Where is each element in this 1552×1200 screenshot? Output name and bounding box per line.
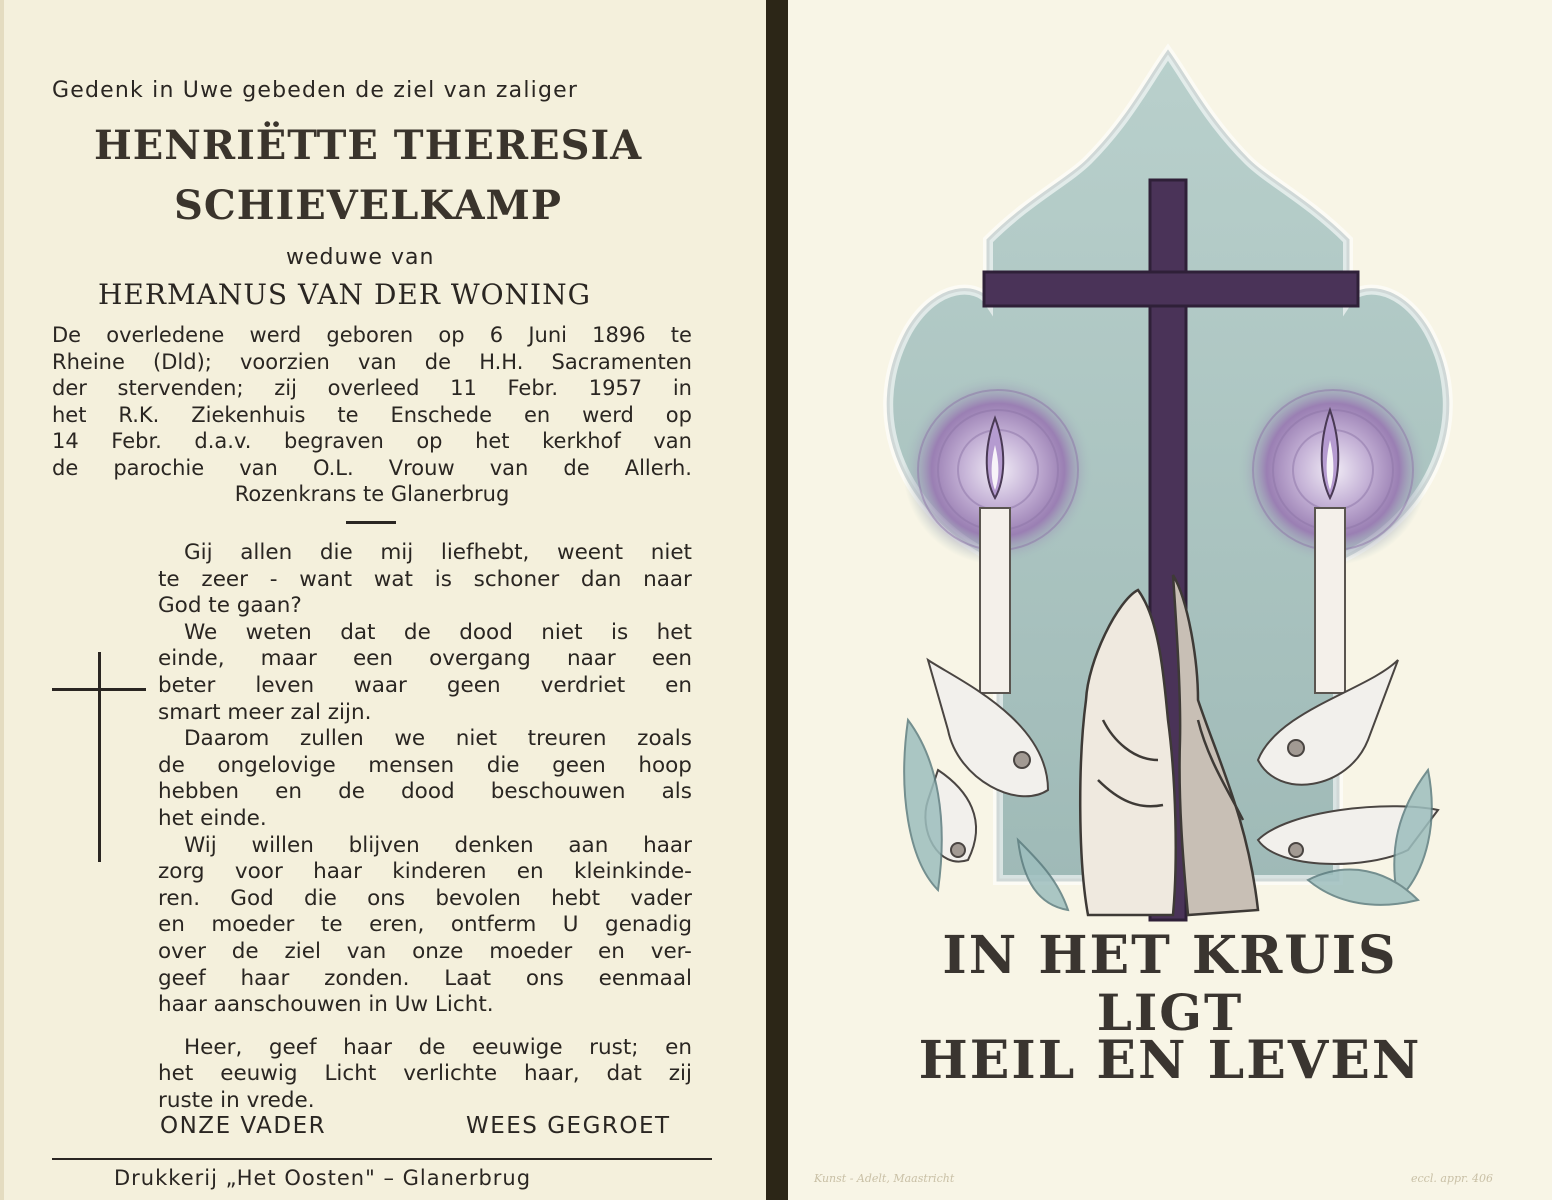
word: als xyxy=(661,779,692,805)
word: eeuwige xyxy=(472,1034,563,1060)
prayer-line xyxy=(158,620,692,647)
bio-line xyxy=(52,375,692,402)
cross-icon-vertical xyxy=(98,652,101,862)
word: haar, xyxy=(523,1061,580,1087)
prayer-line xyxy=(158,1088,692,1115)
word: ruste in vrede. xyxy=(158,1087,315,1113)
bio-line xyxy=(52,322,692,349)
prayer-line xyxy=(158,593,692,620)
prayer-line xyxy=(158,833,692,860)
word: dat xyxy=(340,619,376,645)
word: wat xyxy=(373,566,413,592)
word: R.K. xyxy=(118,402,160,427)
section-divider xyxy=(346,521,396,524)
word: eenmaal xyxy=(598,965,692,991)
word: bevolen xyxy=(435,885,521,911)
word: en xyxy=(665,672,692,698)
word: geen xyxy=(552,752,606,778)
bio-line xyxy=(52,402,692,429)
word: 14 xyxy=(52,429,79,453)
word: Rheine xyxy=(52,349,125,374)
word: overledene xyxy=(106,323,225,347)
word: allen xyxy=(240,540,293,565)
word: hebt xyxy=(551,885,601,911)
word: schoner xyxy=(473,566,560,592)
word: werd xyxy=(582,402,634,427)
word: van xyxy=(653,429,692,453)
word: de xyxy=(158,752,185,778)
word: Vrouw xyxy=(388,455,455,480)
word: het xyxy=(158,1061,194,1087)
word: en xyxy=(275,779,302,805)
word: kleinkinde- xyxy=(574,859,692,885)
widow-of-label: weduwe van xyxy=(286,245,435,270)
memorial-text-card xyxy=(4,0,766,1200)
word: mij xyxy=(380,540,414,565)
word: ons xyxy=(367,885,406,911)
word: van xyxy=(358,349,397,374)
ecclesiastical-approval: eccl. appr. 406 xyxy=(1411,1172,1494,1185)
word: vader xyxy=(630,885,692,911)
motto-line1: IN HET KRUIS xyxy=(942,925,1398,986)
word: over xyxy=(158,938,206,964)
word: de xyxy=(418,1034,446,1060)
word: parochie xyxy=(113,455,205,480)
word: God te gaan? xyxy=(158,593,302,619)
word: haar xyxy=(343,1034,392,1060)
prayer-line xyxy=(158,886,692,913)
word: ongelovige xyxy=(217,752,336,778)
prayer-line xyxy=(158,966,692,993)
word: is xyxy=(434,566,452,592)
word: zullen xyxy=(300,726,364,752)
word: willen xyxy=(251,832,314,858)
word: moeder xyxy=(211,912,295,938)
prayer-line xyxy=(158,646,692,673)
word: voor xyxy=(234,859,283,885)
prayer-line xyxy=(158,673,692,700)
word: op xyxy=(416,429,443,453)
word: haar xyxy=(240,965,290,991)
word: het xyxy=(475,429,510,453)
footer-divider xyxy=(52,1158,712,1160)
word: zorg xyxy=(158,859,205,885)
intro-line: Gedenk in Uwe gebeden de ziel van zaliger xyxy=(52,78,579,103)
word: die xyxy=(319,540,353,565)
word: de xyxy=(338,779,365,805)
prayer-text xyxy=(158,540,692,1114)
word: zij xyxy=(668,1061,692,1087)
prayer-line xyxy=(158,753,692,780)
word: is xyxy=(610,619,629,645)
word: H.H. xyxy=(479,349,524,374)
word: haar xyxy=(643,832,692,858)
word: de xyxy=(424,349,452,374)
deceased-name-line1: HENRIËTTE THERESIA xyxy=(94,122,643,169)
word: mensen xyxy=(368,752,455,778)
word: God xyxy=(230,885,274,911)
bio-line: Rozenkrans te Glanerbrug xyxy=(234,482,510,506)
prayer-line xyxy=(158,1035,692,1062)
prayer-line xyxy=(158,859,692,886)
word: op xyxy=(438,323,465,347)
printer-credit: Drukkerij „Het Oosten" – Glanerbrug xyxy=(114,1166,532,1190)
word: weten xyxy=(245,619,312,645)
word: Licht xyxy=(324,1061,377,1087)
word: Daarom xyxy=(184,726,270,752)
word: niet xyxy=(650,540,692,565)
word: einde, xyxy=(158,646,225,672)
word: dood xyxy=(459,619,513,645)
word: niet xyxy=(541,619,583,645)
word: - xyxy=(269,566,278,592)
motto-line2: LIGT xyxy=(1096,983,1244,1042)
word: weent xyxy=(556,540,624,565)
word: te xyxy=(670,323,692,347)
word: niet xyxy=(455,726,498,752)
word: We xyxy=(184,619,218,645)
word: hebben xyxy=(158,779,240,805)
word: die xyxy=(486,752,520,778)
word: eren, xyxy=(369,912,425,938)
word: geef xyxy=(158,965,206,991)
prayer-line xyxy=(158,939,692,966)
word: te xyxy=(158,566,180,592)
word: geef xyxy=(268,1034,317,1060)
cross-horizontal-beam xyxy=(984,272,1358,306)
word: kerkhof xyxy=(542,429,621,453)
word: beter xyxy=(158,672,216,698)
word: en xyxy=(523,402,551,427)
word: leven xyxy=(255,672,315,698)
word: O.L. xyxy=(312,455,354,480)
word: begraven xyxy=(284,429,384,453)
devotional-image-card xyxy=(788,0,1552,1200)
closing-prayer-left: ONZE VADER xyxy=(160,1113,327,1139)
word: haar aanschouwen in Uw Licht. xyxy=(158,992,494,1018)
prayer-line xyxy=(158,1061,692,1088)
prayer-line xyxy=(158,567,692,594)
word: zij xyxy=(274,376,297,400)
word: overleed xyxy=(327,376,420,400)
word: en xyxy=(516,859,544,885)
word: 1896 xyxy=(592,323,646,347)
word: zonden. xyxy=(324,965,410,991)
word: dat xyxy=(606,1061,642,1087)
word: ontferm xyxy=(450,912,537,938)
word: Laat xyxy=(444,965,492,991)
word: het xyxy=(52,402,87,427)
word: de xyxy=(52,455,79,480)
word: in xyxy=(672,376,692,400)
word: een xyxy=(651,646,692,672)
prayer-line xyxy=(158,779,692,806)
cross-icon-horizontal xyxy=(52,688,146,691)
word: te xyxy=(320,912,343,938)
word: naar xyxy=(643,566,692,592)
word: Heer, xyxy=(184,1034,243,1060)
word: haar xyxy=(313,859,362,885)
word: het einde. xyxy=(158,805,267,831)
word: blijven xyxy=(348,832,420,858)
word: moeder xyxy=(489,938,573,964)
word: Juni xyxy=(528,323,567,347)
prayer-line xyxy=(158,992,692,1019)
word: ziel xyxy=(284,938,321,964)
biography-paragraph xyxy=(52,322,692,508)
word: werd xyxy=(249,323,302,347)
word: smart meer zal zijn. xyxy=(158,699,372,725)
prayer-line xyxy=(158,726,692,753)
word: Allerh. xyxy=(624,455,692,480)
deceased-name-line2: SCHIEVELKAMP xyxy=(174,182,562,229)
word: naar xyxy=(566,646,616,672)
word: Febr. xyxy=(111,429,162,453)
word: zoals xyxy=(637,726,692,752)
word: ons xyxy=(525,965,564,991)
word: die xyxy=(304,885,337,911)
word: op xyxy=(665,402,692,427)
word: waar xyxy=(354,672,407,698)
word: 1957 xyxy=(588,376,643,400)
word: te xyxy=(337,402,359,427)
prayer-line xyxy=(158,806,692,833)
card-gap xyxy=(766,0,788,1200)
word: Enschede xyxy=(390,402,493,427)
word: onze xyxy=(412,938,464,964)
publisher-imprint: Kunst - Adelt, Maastricht xyxy=(814,1172,955,1185)
prayer-line xyxy=(158,1019,692,1035)
word: geen xyxy=(446,672,501,698)
word: De xyxy=(52,323,82,347)
word: van xyxy=(239,455,278,480)
word: van xyxy=(346,938,387,964)
word: liefhebt, xyxy=(440,540,530,565)
word: dan xyxy=(580,566,622,592)
word: treuren xyxy=(527,726,607,752)
word: denken xyxy=(454,832,534,858)
word: hoop xyxy=(638,752,692,778)
word: Gij xyxy=(184,540,213,565)
word: Ziekenhuis xyxy=(191,402,306,427)
word: en xyxy=(665,1034,692,1060)
word: 6 xyxy=(489,323,504,347)
word: d.a.v. xyxy=(194,429,252,453)
word: 11 xyxy=(450,376,477,400)
word: en xyxy=(598,938,625,964)
word: (Dld); xyxy=(153,349,212,374)
husband-name: HERMANUS VAN DER WONING xyxy=(98,278,591,311)
word: verlichte xyxy=(403,1061,498,1087)
word: de xyxy=(563,455,590,480)
prayer-line xyxy=(158,912,692,939)
word: een xyxy=(352,646,394,672)
word: eeuwig xyxy=(220,1061,298,1087)
word: dood xyxy=(401,779,455,805)
word: maar xyxy=(260,646,317,672)
prayer-line xyxy=(158,540,692,567)
word: genadig xyxy=(605,912,692,938)
word: overgang xyxy=(429,646,531,672)
bio-line xyxy=(52,428,692,455)
word: de xyxy=(403,619,431,645)
word: de xyxy=(231,938,259,964)
bio-line xyxy=(52,349,692,376)
word: U xyxy=(562,912,579,938)
word: het xyxy=(656,619,692,645)
word: zeer xyxy=(201,566,248,592)
word: beschouwen xyxy=(490,779,626,805)
word: verdriet xyxy=(540,672,626,698)
word: geboren xyxy=(326,323,414,347)
word: rust; xyxy=(589,1034,639,1060)
word: kinderen xyxy=(392,859,487,885)
word: der xyxy=(52,376,87,400)
word: stervenden; xyxy=(117,376,244,400)
word: we xyxy=(394,726,426,752)
word: aan xyxy=(568,832,609,858)
motto-line3: HEIL EN LEVEN xyxy=(918,1030,1422,1091)
bio-line xyxy=(52,455,692,482)
word: want xyxy=(299,566,353,592)
prayer-line xyxy=(158,700,692,727)
closing-prayer-right: WEES GEGROET xyxy=(466,1113,671,1139)
word: Febr. xyxy=(507,376,559,400)
word: voorzien xyxy=(240,349,330,374)
word: ren. xyxy=(158,885,201,911)
word: ver- xyxy=(650,938,692,964)
word: van xyxy=(489,455,529,480)
word: Wij xyxy=(184,832,217,858)
word: Sacramenten xyxy=(551,349,692,374)
word: en xyxy=(158,912,185,938)
